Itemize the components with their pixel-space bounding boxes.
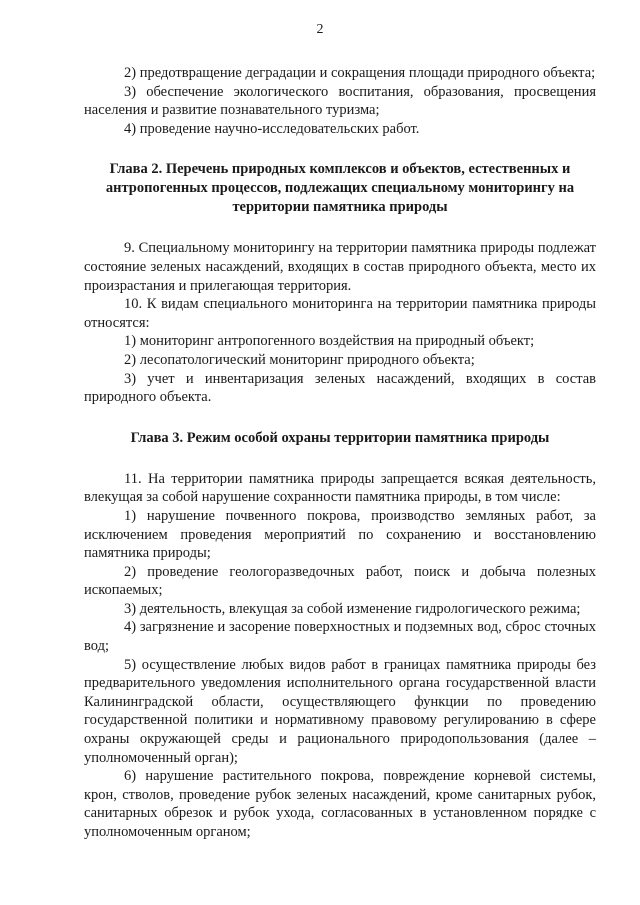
paragraph-11: 11. На территории памятника природы запрещается всякая деятельность, влекущая за собой нарушение сохранности памятника природы, в том числе:	[84, 470, 596, 506]
list-item: 6) нарушение растительного покрова, повреждение корневой системы, крон, стволов, проведение рубок зеленых насаждений, кроме санитарных рубок, санитарных обрезок и рубок ухода, согласованных в установленном порядке с уполномоченным органом;	[84, 768, 596, 840]
chapter-2-heading: Глава 2. Перечень природных комплексов и объектов, естественных и антропогенных процессов, подлежащих специальному мониторингу на территории памятника природы	[105, 161, 575, 216]
list-item: 3) учет и инвентаризация зеленых насаждений, входящих в состав природного объекта.	[84, 370, 596, 406]
list-item: 1) нарушение почвенного покрова, производство земляных работ, за исключением проведения мероприятий по сохранению и восстановлению памятника природы;	[84, 507, 596, 562]
list-item: 2) предотвращение деградации и сокращения площади природного объекта;	[124, 65, 596, 81]
document-body	[84, 64, 596, 842]
list-item: 5) осуществление любых видов работ в границах памятника природы без предварительного уведомления исполнительного органа государственной власти Калининградской области, осуществляющего функции по проведению государственной политики и нормативному правовому регулированию в сфере охраны окружающей среды и рационального природопользования (далее – уполномоченный орган);	[84, 656, 596, 766]
list-item: 4) проведение научно-исследовательских работ.	[124, 120, 420, 137]
list-item: 2) лесопатологический мониторинг природного объекта;	[124, 351, 475, 368]
chapter-3-heading: Глава 3. Режим особой охраны территории памятника природы	[130, 429, 550, 446]
list-item: 4) загрязнение и засорение поверхностных и подземных вод, сброс сточных вод;	[84, 619, 596, 655]
list-item: 3) деятельность, влекущая за собой изменение гидрологического режима;	[124, 600, 581, 617]
list-item: 1) мониторинг антропогенного воздействия на природный объект;	[124, 333, 535, 350]
list-item: 3) обеспечение экологического воспитания, образования, просвещения населения и развитие познавательного туризма;	[84, 83, 596, 119]
paragraph-10: 10. К видам специального мониторинга на территории памятника природы относятся:	[84, 296, 596, 331]
list-item: 2) проведение геологоразведочных работ, поиск и добыча полезных ископаемых;	[84, 563, 596, 599]
page-number: 2	[316, 22, 324, 37]
paragraph-9: 9. Специальному мониторингу на территории памятника природы подлежат состояние зеленых насаждений, входящих в состав природного объекта, место их произрастания и прилегающая территория.	[84, 240, 596, 294]
